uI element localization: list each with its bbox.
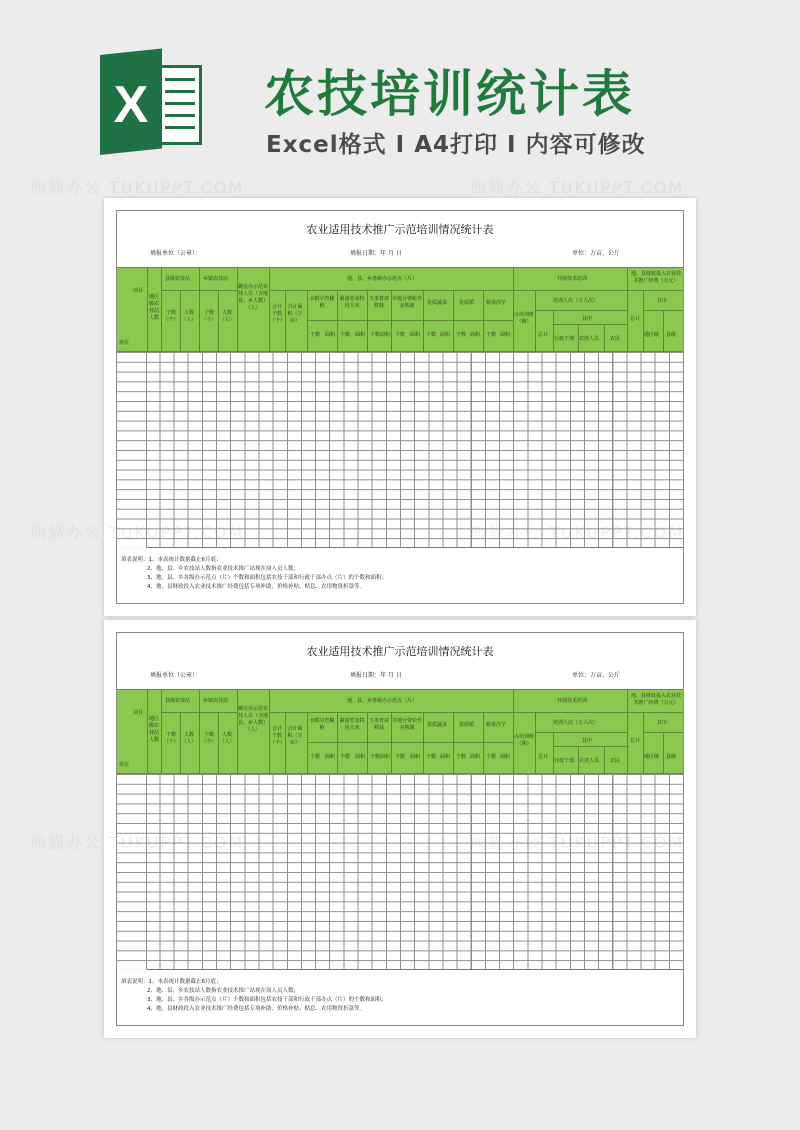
header-crop-corn-transplant: 玉米育苗移栽 xyxy=(368,296,389,309)
header-cadres: 行政干部 xyxy=(554,758,575,764)
logo-line xyxy=(165,126,195,129)
header-total-area: 合计面积（万亩） xyxy=(287,304,303,324)
page-title: 农技培训统计表 xyxy=(264,65,635,123)
sheet-preview-1 xyxy=(104,198,696,616)
header-sub-area: 面积 xyxy=(355,754,366,760)
header-sub-count: 个数 xyxy=(486,332,497,338)
header-project: 项目 xyxy=(133,288,144,294)
header-investment: 地、县财政投入农业技术推广经费（万元） xyxy=(630,271,681,284)
logo-line xyxy=(165,102,195,105)
header-crop-corn: 紧凑型及特用玉米 xyxy=(339,718,365,731)
header-crop-vegetable: 优质蔬菜 xyxy=(427,722,448,728)
logo-line xyxy=(165,114,195,117)
header-county-count: 个数（个） xyxy=(163,732,179,745)
note-line: 3、地、县、乡各级办示范点（片）个数和面积包括农技干部和行政干部办点（片）的个数和面积； xyxy=(147,575,388,581)
header-sub-count: 个数 xyxy=(456,332,467,338)
meta-unit: 填报单位（公章）： xyxy=(150,672,202,679)
header-sub-count: 个数 xyxy=(310,754,321,760)
header-sub-area: 面积 xyxy=(500,332,511,338)
note-line: 2、地、县、乡农技站人数指农业技术推广站现在岗人员人数； xyxy=(147,566,300,572)
header-sub-count: 个数 xyxy=(456,754,467,760)
note-line: 填表说明：1、本表统计数据截止6月底； xyxy=(121,979,222,985)
header-sub-count: 个数 xyxy=(486,754,497,760)
table-notes xyxy=(121,556,387,592)
meta-date: 填报日期：年 月 日 xyxy=(350,250,402,257)
header-demo-points: 地、县、乡各级办示范点（片） xyxy=(347,276,418,282)
page-subtitle: Excel格式 I A4打印 I 内容可修改 xyxy=(266,132,646,158)
sheet-frame xyxy=(116,632,684,1026)
header-crop-corn: 紧凑型及特用玉米 xyxy=(339,296,365,309)
header-tech-staff: 农技人员 xyxy=(579,336,600,342)
table-body-grid xyxy=(117,774,683,970)
header-county-count: 个数（个） xyxy=(163,310,179,323)
header-sub-count: 个数 xyxy=(340,332,351,338)
table-header xyxy=(117,689,683,774)
header-inv-prefecture: 地区级 xyxy=(644,754,660,760)
header-crop-rice: 水稻旱育稀植 xyxy=(309,718,335,731)
header-inv-total: 总计 xyxy=(630,738,641,744)
header-training-sessions: 办培训班（期） xyxy=(514,312,535,325)
header-town-people: 人数（人） xyxy=(219,732,235,745)
watermark-text: 熊猫办公 xyxy=(30,833,103,852)
watermark-text: 熊猫办公 xyxy=(30,523,103,542)
header-sub-area: 面积 xyxy=(440,332,451,338)
header-farmers: 农民 xyxy=(610,336,621,342)
header-sub-area: 面积 xyxy=(500,754,511,760)
header-training-sessions: 办培训班（期） xyxy=(514,734,535,747)
table-title: 农业适用技术推广示范培训情况统计表 xyxy=(306,645,494,658)
header-sub-count: 个数 xyxy=(426,754,437,760)
header-county-station: 县级农技站 xyxy=(165,276,191,282)
note-line: 填表说明：1、本表统计数据截止6月底； xyxy=(121,557,222,563)
header-crop-rice: 水稻旱育稀植 xyxy=(309,296,335,309)
header-sub-area: 面积 xyxy=(325,332,336,338)
header-inv-county: 县级 xyxy=(666,754,677,760)
header-investment: 地、县财政投入农业技术推广经费（万元） xyxy=(630,693,681,706)
header-inv-among: 其中 xyxy=(657,720,668,726)
header-tech-staff: 农技人员 xyxy=(579,758,600,764)
header-inv-prefecture: 地区级 xyxy=(644,332,660,338)
header-demo-staff: 蹲点办示范农技人员（含地县、乡人数）（人） xyxy=(238,284,269,311)
header-demo-staff: 蹲点办示范农技人员（含地县、乡人数）（人） xyxy=(238,706,269,733)
excel-logo-icon xyxy=(100,55,202,155)
note-line: 2、地、县、乡农技站人数指农业技术推广站现在岗人员人数； xyxy=(147,988,300,994)
header-demo-points: 地、县、乡各级办示范点（片） xyxy=(347,698,418,704)
header-crop-quality-rice: 优质稻 xyxy=(459,722,475,728)
excel-logo-letter: X xyxy=(113,76,149,134)
header-crop-quality-rice: 优质稻 xyxy=(459,300,475,306)
header-county-station: 县级农技站 xyxy=(165,698,191,704)
header-town-people: 人数（人） xyxy=(219,310,235,323)
header-trainees-total: 总计 xyxy=(538,754,549,760)
header-crop-potato: 脱毒洋芋 xyxy=(486,722,507,728)
header-trainees: 培训人次（万人次） xyxy=(553,298,599,304)
header-prefecture-staff: 地区级农技站人数 xyxy=(148,716,159,743)
header-trainees-among: 其中 xyxy=(582,738,593,744)
header-sub-area: 面积 xyxy=(410,332,421,338)
table-header xyxy=(117,267,683,352)
header-inv-county: 县级 xyxy=(666,332,677,338)
header-sub-area: 面积 xyxy=(410,754,421,760)
sheet-frame xyxy=(116,210,684,604)
table-notes xyxy=(121,978,387,1014)
meta-area-unit: 单位：万亩、公斤 xyxy=(572,672,621,679)
header-sub-count: 个数 xyxy=(310,332,321,338)
table-title: 农业适用技术推广示范培训情况统计表 xyxy=(306,223,494,236)
note-line: 4、地、县财政投入农业技术推广经费包括专项补助、价格补贴、贴息、农用物资折款等。 xyxy=(147,584,366,590)
header-county-people: 人数（人） xyxy=(181,310,197,323)
header-sub-area: 面积 xyxy=(355,332,366,338)
header-total-count: 合计个数（个） xyxy=(270,304,286,324)
table-body-first-col xyxy=(117,774,147,970)
meta-area-unit: 单位：万亩、公斤 xyxy=(572,250,621,257)
header-sub-count: 个数 xyxy=(370,332,381,338)
header-unit: 单位 xyxy=(119,762,130,768)
header-sub-area: 面积 xyxy=(325,754,336,760)
note-line: 3、地、县、乡各级办示范点（片）个数和面积包括农技干部和行政干部办点（片）的个数和面积； xyxy=(147,997,388,1003)
header-trainees: 培训人次（万人次） xyxy=(553,720,599,726)
header-town-count: 个数（个） xyxy=(201,310,217,323)
logo-line xyxy=(165,78,195,81)
meta-date: 填报日期：年 月 日 xyxy=(350,672,402,679)
header-crop-corn-transplant: 玉米育苗移栽 xyxy=(368,718,389,731)
header-project: 项目 xyxy=(133,710,144,716)
header-total-count: 合计个数（个） xyxy=(270,726,286,746)
header-inv-total: 总计 xyxy=(630,316,641,322)
header-farmers: 农民 xyxy=(610,758,621,764)
header-sub-area: 面积 xyxy=(440,754,451,760)
header-sub-count: 个数 xyxy=(395,754,406,760)
header-county-people: 人数（人） xyxy=(181,732,197,745)
header-prefecture-staff: 地区级农技站人数 xyxy=(148,294,159,321)
header-inv-among: 其中 xyxy=(657,298,668,304)
header-sub-area: 面积 xyxy=(380,754,391,760)
header-crop-dryland: 旱地分带轮作多熟制 xyxy=(392,296,423,309)
note-line: 4、地、县财政投入农业技术推广经费包括专项补助、价格补贴、贴息、农用物资折款等。 xyxy=(147,1006,366,1012)
table-body-grid xyxy=(117,352,683,548)
banner xyxy=(0,0,800,190)
header-sub-area: 面积 xyxy=(470,332,481,338)
header-sub-area: 面积 xyxy=(470,754,481,760)
header-sub-count: 个数 xyxy=(395,332,406,338)
header-town-count: 个数（个） xyxy=(201,732,217,745)
header-training: 开展技术培训 xyxy=(557,276,588,282)
header-total-area: 合计面积（万亩） xyxy=(287,726,303,746)
header-trainees-among: 其中 xyxy=(582,316,593,322)
watermark-text: 熊猫办公 TUKUPPT.COM xyxy=(30,178,245,197)
header-town-station: 乡镇农技站 xyxy=(203,698,229,704)
header-crop-dryland: 旱地分带轮作多熟制 xyxy=(392,718,423,731)
header-sub-count: 个数 xyxy=(340,754,351,760)
header-sub-count: 个数 xyxy=(370,754,381,760)
header-crop-vegetable: 优质蔬菜 xyxy=(427,300,448,306)
header-training: 开展技术培训 xyxy=(557,698,588,704)
header-cadres: 行政干部 xyxy=(554,336,575,342)
watermark-text: 熊猫办公 TUKUPPT.COM xyxy=(470,178,685,197)
header-crop-potato: 脱毒洋芋 xyxy=(486,300,507,306)
table-body-first-col xyxy=(117,352,147,548)
header-sub-count: 个数 xyxy=(426,332,437,338)
sheet-preview-2 xyxy=(104,620,696,1038)
header-town-station: 乡镇农技站 xyxy=(203,276,229,282)
meta-unit: 填报单位（公章）： xyxy=(150,250,202,257)
header-trainees-total: 总计 xyxy=(538,332,549,338)
header-sub-area: 面积 xyxy=(380,332,391,338)
logo-line xyxy=(165,90,195,93)
header-unit: 单位 xyxy=(119,340,130,346)
